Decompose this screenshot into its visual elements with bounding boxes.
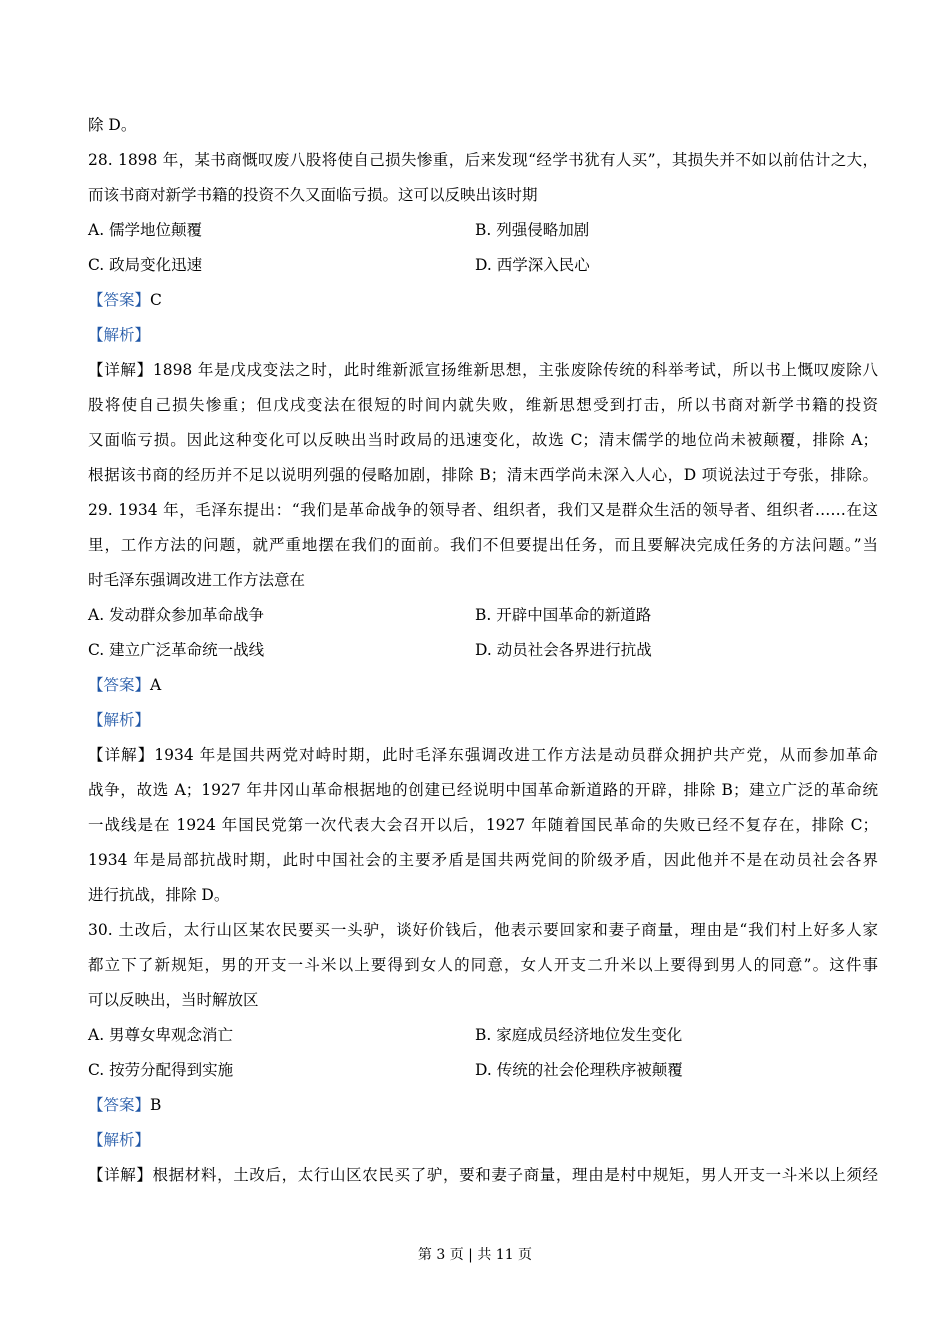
answer-line — [88, 674, 161, 696]
text-line: 除 D。 — [88, 116, 137, 134]
explanation-tag: 【详解】 — [88, 361, 153, 379]
answer-line — [88, 1094, 161, 1116]
explanation-text: 1934 年是国共两党对峙时期，此时毛泽东强调改进工作方法是动员群众拥护共产党，从而参加革命 — [154, 746, 878, 764]
option-a: A. 儒学地位颠覆 — [88, 221, 203, 239]
explanation-line: 根据该书商的经历并不足以说明列强的侵略加剧，排除 B；清末西学尚未深入人心，D 项说法过于夸张，排除。 — [88, 466, 878, 484]
explanation-line: 进行抗战，排除 D。 — [88, 886, 230, 904]
explanation-line: 战争，故选 A；1927 年井冈山革命根据地的创建已经说明中国革命新道路的开辟，排除 B；建立广泛的革命统 — [88, 781, 878, 799]
answer-tag: 【答案】 — [88, 1096, 151, 1114]
answer-value: B — [150, 1096, 162, 1114]
explanation-line — [88, 359, 878, 381]
question-30-stem: 可以反映出，当时解放区 — [88, 991, 259, 1009]
answer-value: A — [150, 676, 162, 694]
question-30-stem: 都立下了新规矩，男的开支一斗米以上要得到女人的同意，女人开支二升米以上要得到男人的同意”。这件事 — [88, 956, 878, 974]
question-28-stem: 而该书商对新学书籍的投资不久又面临亏损。这可以反映出该时期 — [88, 186, 538, 204]
analysis-tag: 【解析】 — [88, 711, 151, 729]
explanation-line: 股将使自己损失惨重；但戊戌变法在很短的时间内就失败，维新思想受到打击，所以书商对新学书籍的投资 — [88, 396, 878, 414]
option-c: C. 政局变化迅速 — [88, 256, 203, 274]
explanation-line: 又面临亏损。因此这种变化可以反映出当时政局的迅速变化，故选 C；清末儒学的地位尚未被颠覆，排除 A； — [88, 431, 878, 449]
answer-tag: 【答案】 — [88, 291, 151, 309]
question-29-stem: 29. 1934 年，毛泽东提出：“我们是革命战争的领导者、组织者，我们又是群众生活的领导者、组织者……在这 — [88, 501, 878, 519]
explanation-text: 1898 年是戊戌变法之时，此时维新派宣扬维新思想，主张废除传统的科举考试，所以书上慨叹废除八 — [152, 361, 878, 379]
option-b: B. 开辟中国革命的新道路 — [475, 606, 652, 624]
analysis-tag: 【解析】 — [88, 1131, 151, 1149]
explanation-line — [88, 1164, 878, 1186]
explanation-line — [88, 744, 878, 766]
explanation-line: 一战线是在 1924 年国民党第一次代表大会召开以后，1927 年随着国民革命的失败已经不复存在，排除 C； — [88, 816, 878, 834]
option-c: C. 建立广泛革命统一战线 — [88, 641, 265, 659]
page-footer: 第 3 页 | 共 11 页 — [417, 1247, 533, 1263]
question-28-stem: 28. 1898 年，某书商慨叹废八股将使自己损失惨重，后来发现“经学书犹有人买”，其损失并不如以前估计之大， — [88, 151, 878, 169]
option-b: B. 家庭成员经济地位发生变化 — [475, 1026, 683, 1044]
option-a: A. 发动群众参加革命战争 — [88, 606, 265, 624]
answer-value: C — [150, 291, 162, 309]
explanation-text: 根据材料，土改后，太行山区农民买了驴，要和妻子商量，理由是村中规矩，男人开支一斗米以上须经 — [152, 1166, 878, 1184]
option-a: A. 男尊女卑观念消亡 — [88, 1026, 234, 1044]
option-d: D. 西学深入民心 — [475, 256, 590, 274]
question-30-stem: 30. 土改后，太行山区某农民要买一头驴，谈好价钱后，他表示要回家和妻子商量，理由是“我们村上好多人家 — [88, 921, 878, 939]
explanation-tag: 【详解】 — [88, 1166, 153, 1184]
option-d: D. 传统的社会伦理秩序被颠覆 — [475, 1061, 683, 1079]
explanation-line: 1934 年是局部抗战时期，此时中国社会的主要矛盾是国共两党间的阶级矛盾，因此他并不是在动员社会各界 — [88, 851, 878, 869]
question-29-stem: 时毛泽东强调改进工作方法意在 — [88, 571, 306, 589]
explanation-tag: 【详解】 — [88, 746, 155, 764]
option-d: D. 动员社会各界进行抗战 — [475, 641, 652, 659]
option-b: B. 列强侵略加剧 — [475, 221, 590, 239]
analysis-tag: 【解析】 — [88, 326, 151, 344]
answer-tag: 【答案】 — [88, 676, 151, 694]
question-29-stem: 里，工作方法的问题，就严重地摆在我们的面前。我们不但要提出任务，而且要解决完成任务的方法问题。”当 — [88, 536, 878, 554]
answer-line — [88, 289, 162, 311]
option-c: C. 按劳分配得到实施 — [88, 1061, 234, 1079]
